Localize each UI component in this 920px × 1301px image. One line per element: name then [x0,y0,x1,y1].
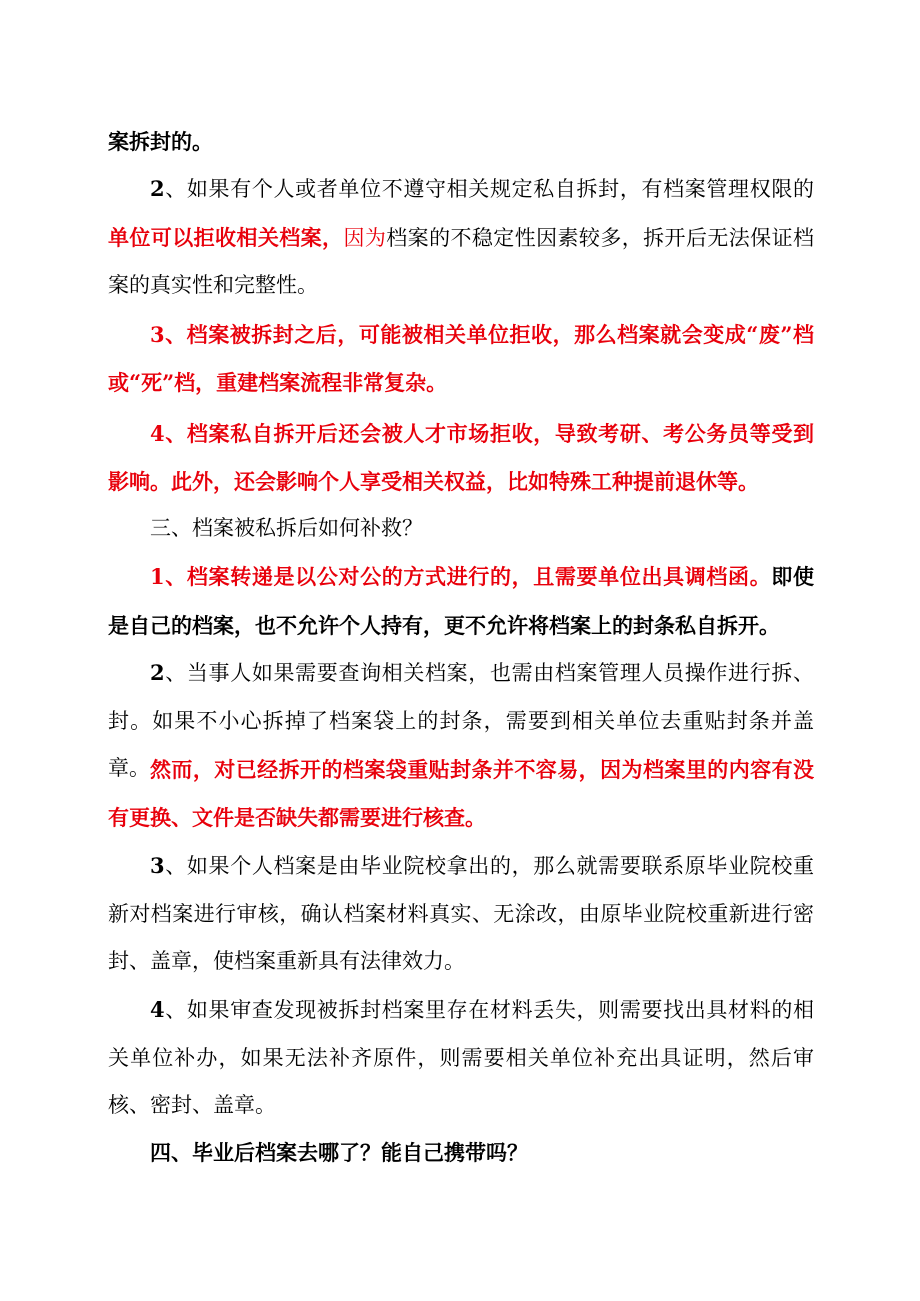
point-number: 4 [150,421,165,446]
however-text: 然而，对已经拆开的档案袋重贴封条并不容易，因为档案里的内容有没有更换、文件是否缺失都需要进行核查。 [108,757,814,830]
paragraph-continuation [108,118,814,166]
paragraph-remedy-4 [108,986,814,1130]
paragraph-point-4 [108,410,814,505]
continuation-text: 案拆封的。 [108,129,213,154]
paragraph-point-2 [108,165,814,310]
paragraph-point-3 [108,311,814,406]
point-number: 2 [150,176,165,201]
point-text: 、如果审查发现被拆封档案里存在材料丢失，则需要找出具材料的相关单位补办，如果无法补齐原件，则需要相关单位补充出具证明，然后审核、密封、盖章。 [108,998,814,1117]
point-text-rest: 档案的不稳定性因素较多，拆开后无法保证档案的真实性和完整性。 [108,225,814,297]
point-number: 4 [150,997,165,1022]
point-number: 2 [150,660,165,685]
paragraph-remedy-1 [108,553,814,650]
point-number: 3 [150,853,165,878]
section-heading-3 [108,505,814,553]
point-text: 、如果个人档案是由毕业院校拿出的，那么就需要联系原毕业院校重新对档案进行审核，确认档案材料真实、无涂改，由原毕业院校重新进行密封、盖章，使档案重新具有法律效力。 [108,854,814,973]
heading-text: 四、毕业后档案去哪了？能自己携带吗？ [150,1140,528,1165]
heading-text: 三、档案被私拆后如何补救？ [150,516,423,540]
highlight-text: 单位可以拒收相关档案， [108,224,344,250]
highlight-text-light: 因为 [343,225,387,250]
paragraph-however [108,746,814,841]
highlight-text: 、档案转递是以公对公的方式进行的，且需要单位出具调档函。 [164,564,772,589]
paragraph-remedy-3 [108,842,814,986]
point-text: 、如果有个人或者单位不遵守相关规定私自拆封，有档案管理权限的 [164,177,814,201]
section-heading-4 [108,1129,814,1177]
point-text: 、档案被拆封之后，可能被相关单位拒收，那么档案就会变成“废”档或“死”档，重建档案流程非常复杂。 [108,322,814,395]
point-number: 3 [150,322,165,347]
point-text: 、档案私自拆开后还会被人才市场拒收，导致考研、考公务员等受到影响。此外，还会影响个人享受相关权益，比如特殊工种提前退休等。 [108,421,814,494]
point-number: 1 [150,564,165,589]
point-text: 、当事人如果需要查询相关档案，也需由档案管理人员操作进行拆、封。如果不小心拆掉了档案袋上的封条，需要到相关单位去重贴封条并盖章。 [108,661,814,780]
point-text: 即使是自己的档案，也不允许个人持有，更不允许将档案上的封条私自拆开。 [108,564,815,638]
